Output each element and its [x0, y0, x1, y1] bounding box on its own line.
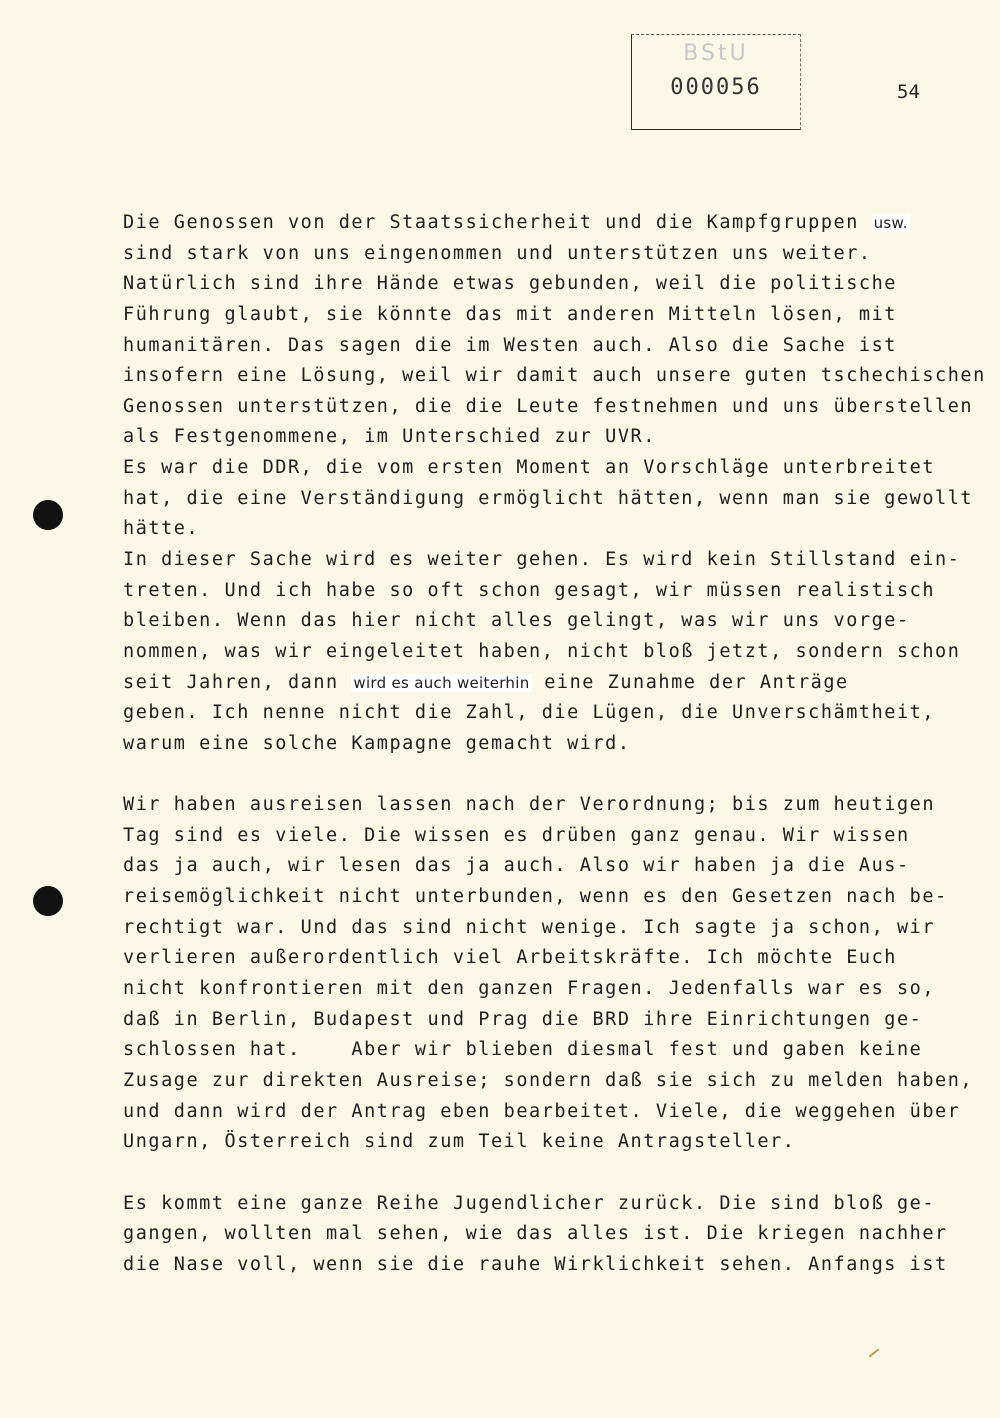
text-line: [123, 1035, 963, 1066]
text-line: [123, 484, 974, 515]
text-line: [123, 576, 963, 607]
text-line: [123, 882, 963, 913]
text-line: [123, 361, 986, 392]
line-text: Genossen unterstützen, die die Leute festnehmen und uns überstellen: [123, 395, 974, 417]
pencil-tick-mark: [869, 1349, 880, 1358]
line-text: Es kommt eine ganze Reihe Jugendlicher zurück. Die sind bloß ge-: [123, 1192, 936, 1214]
line-text: geben. Ich nenne nicht die Zahl, die Lügen, die Unverschämtheit,: [123, 702, 936, 724]
line-text: hätte.: [123, 518, 200, 540]
line-text: bleiben. Wenn das hier nicht alles gelingt, was wir uns vorge-: [123, 610, 910, 632]
line-text: nicht konfrontieren mit den ganzen Fragen. Jedenfalls war es so,: [123, 978, 936, 1000]
text-line: [123, 1158, 963, 1189]
pasted-correction-text: wird es auch weiterhin: [353, 673, 530, 692]
text-line: [123, 1250, 963, 1281]
punch-hole: [33, 500, 63, 530]
text-line: [123, 1189, 963, 1220]
text-line: [123, 1097, 963, 1128]
text-line: [123, 331, 963, 362]
text-line: [123, 300, 963, 331]
text-line: [123, 208, 963, 239]
archive-stamp: [631, 34, 801, 130]
line-text: und dann wird der Antrag eben bearbeitet. Viele, die weggehen über: [123, 1100, 961, 1122]
line-text: daß in Berlin, Budapest und Prag die BRD ihre Einrichtungen ge-: [123, 1008, 923, 1030]
stamp-label: BStU: [683, 41, 749, 66]
pasted-correction-text: usw.: [873, 214, 908, 232]
text-line: [123, 269, 963, 300]
line-text: Ungarn, Österreich sind zum Teil keine Antragsteller.: [123, 1131, 796, 1153]
text-line: [123, 545, 963, 576]
line-text: die Nase voll, wenn sie die rauhe Wirklichkeit sehen. Anfangs ist: [123, 1253, 948, 1275]
line-text: reisemöglichkeit nicht unterbunden, wenn es den Gesetzen nach be-: [123, 886, 948, 908]
line-text: Natürlich sind ihre Hände etwas gebunden, weil die politische: [123, 273, 897, 295]
typewritten-body-text: [123, 208, 986, 1280]
text-line: [123, 760, 963, 791]
text-line: [123, 1066, 974, 1097]
line-text: Es war die DDR, die vom ersten Moment an Vorschläge unterbreitet: [123, 457, 936, 479]
text-line: [123, 698, 963, 729]
line-text: rechtigt war. Und das sind nicht wenige. Ich sagte ja schon, wir: [123, 916, 936, 938]
line-text: nommen, was wir eingeleitet haben, nicht bloß jetzt, sondern schon: [123, 640, 961, 662]
text-line: [123, 422, 963, 453]
line-text: das ja auch, wir lesen das ja auch. Also wir haben ja die Aus-: [123, 855, 910, 877]
line-text: Die Genossen von der Staatssicherheit und die Kampfgruppen: [123, 212, 872, 233]
text-line: [123, 1005, 963, 1036]
text-line: [123, 913, 963, 944]
line-text: schlossen hat. Aber wir blieben diesmal fest und gaben keine: [123, 1039, 923, 1061]
line-text: warum eine solche Kampagne gemacht wird.: [123, 732, 631, 754]
text-line: [123, 606, 963, 637]
line-text: treten. Und ich habe so oft schon gesagt, wir müssen realistisch: [123, 579, 936, 601]
text-line: [123, 668, 963, 699]
text-line: [123, 851, 963, 882]
text-line: [123, 821, 963, 852]
line-text: verlieren außerordentlich viel Arbeitskräfte. Ich möchte Euch: [123, 947, 897, 969]
text-line: [123, 514, 963, 545]
line-text: Führung glaubt, sie könnte das mit anderen Mitteln lösen, mit: [123, 303, 897, 325]
punch-hole: [33, 886, 63, 916]
line-text: In dieser Sache wird es weiter gehen. Es wird kein Stillstand ein-: [123, 549, 961, 571]
text-line: [123, 239, 963, 270]
page-number: 54: [897, 81, 920, 103]
text-line: [123, 974, 963, 1005]
line-text: seit Jahren, dann: [123, 671, 352, 693]
text-line: [123, 453, 963, 484]
line-text: Wir haben ausreisen lassen nach der Verordnung; bis zum heutigen: [123, 794, 936, 816]
line-text: hat, die eine Verständigung ermöglicht hätten, wenn man sie gewollt: [123, 487, 974, 509]
line-text-continued: eine Zunahme der Anträge: [531, 671, 849, 693]
line-text: humanitären. Das sagen die im Westen auch. Also die Sache ist: [123, 334, 897, 356]
text-line: [123, 943, 963, 974]
text-line: [123, 790, 963, 821]
text-line: [123, 1219, 963, 1250]
stamp-number: 000056: [670, 75, 762, 100]
text-line: [123, 392, 974, 423]
text-line: [123, 1127, 963, 1158]
text-line: [123, 637, 963, 668]
line-text: als Festgenommene, im Unterschied zur UVR.: [123, 426, 656, 448]
line-text: gangen, wollten mal sehen, wie das alles ist. Die kriegen nachher: [123, 1223, 948, 1245]
line-text: insofern eine Lösung, weil wir damit auch unsere guten tschechischen: [123, 365, 986, 387]
line-text: Tag sind es viele. Die wissen es drüben ganz genau. Wir wissen: [123, 824, 910, 846]
text-line: [123, 729, 963, 760]
line-text: sind stark von uns eingenommen und unterstützen uns weiter.: [123, 242, 872, 264]
line-text: Zusage zur direkten Ausreise; sondern daß sie sich zu melden haben,: [123, 1069, 974, 1091]
